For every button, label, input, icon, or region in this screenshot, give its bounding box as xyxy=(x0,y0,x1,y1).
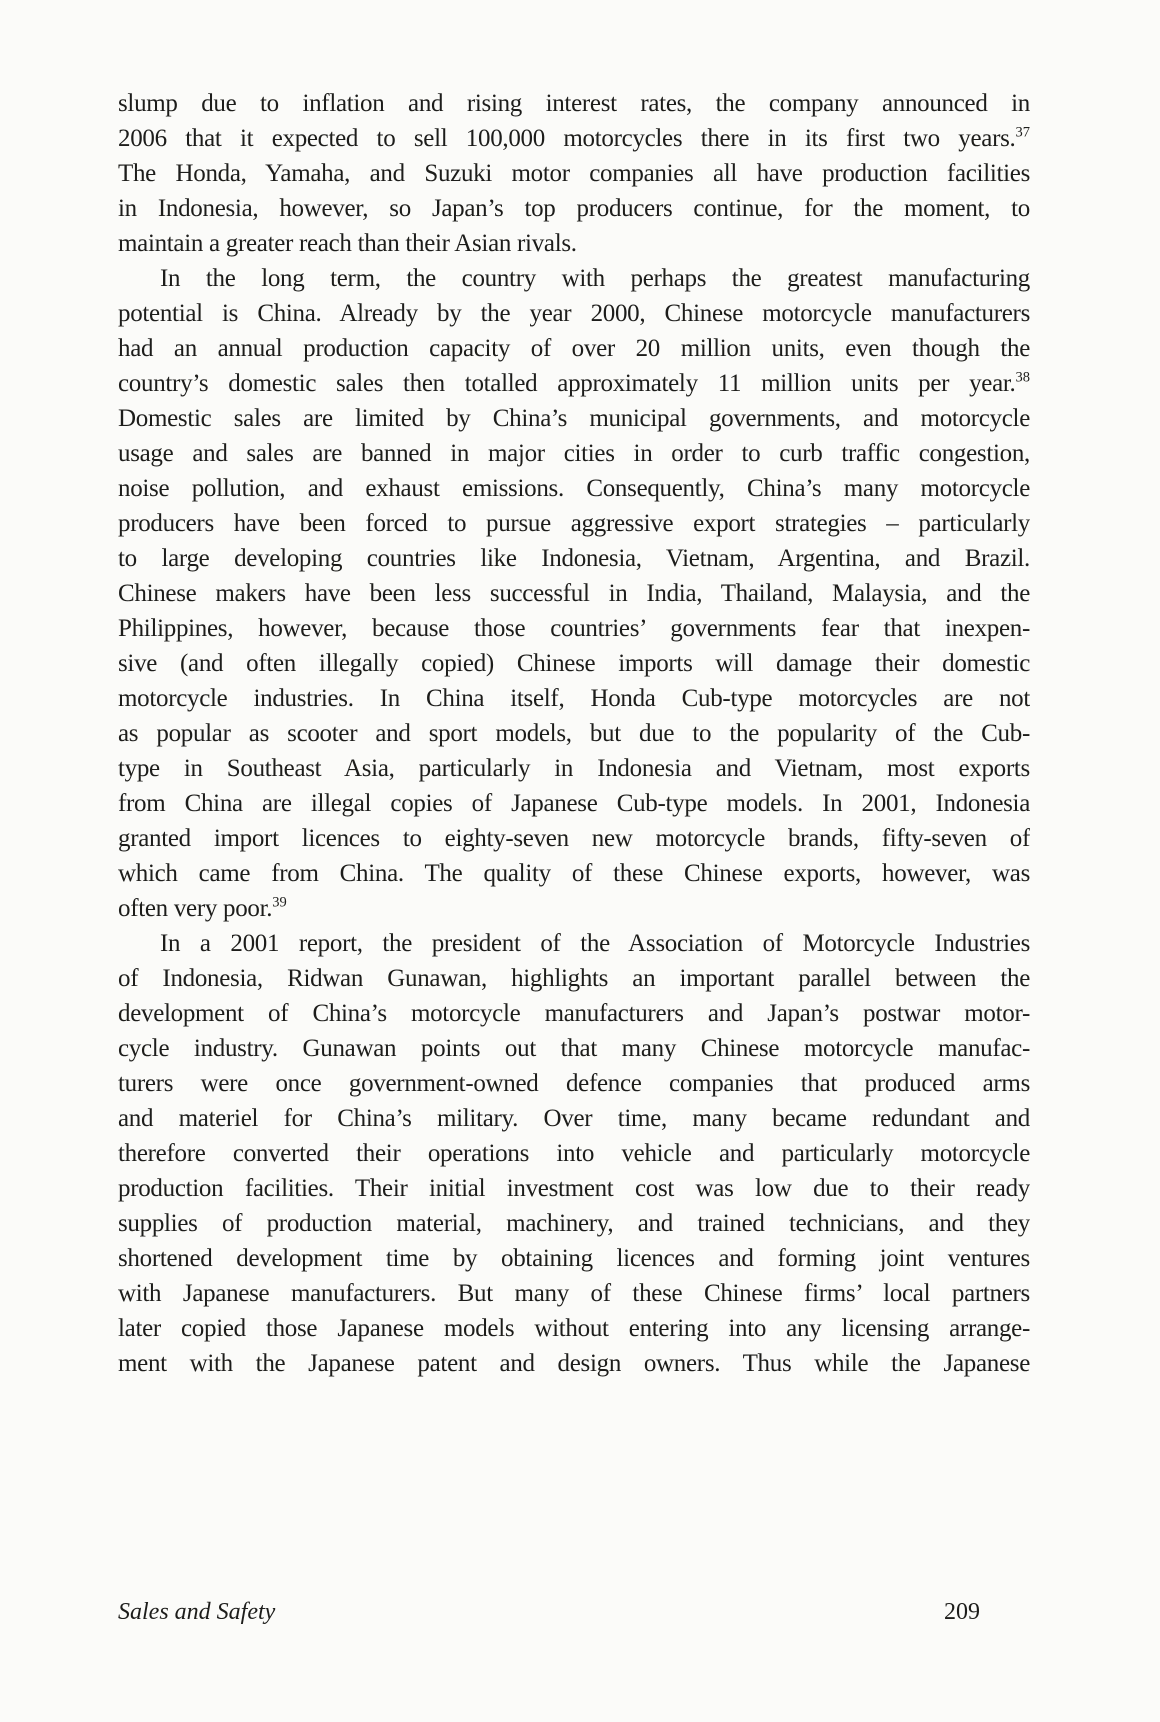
text-line: In a 2001 report, the president of the Association of Motorcycle Industries xyxy=(160,930,1030,957)
text-line: country’s domestic sales then totalled approximately 11 million units per year.$^{38}$ xyxy=(118,369,1030,397)
text-line: type in Southeast Asia, particularly in Indonesia and Vietnam, most exports xyxy=(118,755,1030,782)
text-line: development of China’s motorcycle manufacturers and Japan’s postwar motor- xyxy=(118,1000,1030,1027)
text-line: slump due to inflation and rising interest rates, the company announced in xyxy=(118,90,1030,117)
text-line: maintain a greater reach than their Asian rivals. xyxy=(118,230,577,257)
footnote-ref: 39 xyxy=(272,894,287,911)
text-line: often very poor.$^{39}$ xyxy=(118,894,287,922)
text-line: usage and sales are banned in major cities in order to curb traffic congestion, xyxy=(118,440,1030,467)
text-line: producers have been forced to pursue aggressive export strategies – particularly xyxy=(118,510,1030,537)
page-footer xyxy=(0,1594,1160,1634)
text-line: supplies of production material, machinery, and trained technicians, and they xyxy=(118,1210,1030,1237)
text-line: in Indonesia, however, so Japan’s top producers continue, for the moment, to xyxy=(118,195,1030,222)
text-line: sive (and often illegally copied) Chinese imports will damage their domestic xyxy=(118,650,1030,677)
text-line: shortened development time by obtaining licences and forming joint ventures xyxy=(118,1245,1030,1272)
text-line: with Japanese manufacturers. But many of these Chinese firms’ local partners xyxy=(118,1280,1030,1307)
text-line: Chinese makers have been less successful in India, Thailand, Malaysia, and the xyxy=(118,580,1030,607)
body-text xyxy=(118,86,1030,1381)
text-line: turers were once government-owned defence companies that produced arms xyxy=(118,1070,1030,1097)
text-line: Philippines, however, because those countries’ governments fear that inexpen- xyxy=(118,615,1030,642)
text-line: ment with the Japanese patent and design owners. Thus while the Japanese xyxy=(118,1350,1030,1377)
text-line: therefore converted their operations into vehicle and particularly motorcycle xyxy=(118,1140,1030,1167)
text-line: from China are illegal copies of Japanese Cub-type models. In 2001, Indonesia xyxy=(118,790,1030,817)
text-line: cycle industry. Gunawan points out that many Chinese motorcycle manufac- xyxy=(118,1035,1030,1062)
text-line: to large developing countries like Indonesia, Vietnam, Argentina, and Brazil. xyxy=(118,545,1030,572)
text-line: which came from China. The quality of these Chinese exports, however, was xyxy=(118,860,1030,887)
text-line: motorcycle industries. In China itself, Honda Cub-type motorcycles are not xyxy=(118,685,1030,712)
text-line: noise pollution, and exhaust emissions. Consequently, China’s many motorcycle xyxy=(118,475,1030,502)
text-line: granted import licences to eighty-seven new motorcycle brands, fifty-seven of xyxy=(118,825,1030,852)
text-line: had an annual production capacity of over 20 million units, even though the xyxy=(118,335,1030,362)
text-line: of Indonesia, Ridwan Gunawan, highlights an important parallel between the xyxy=(118,965,1030,992)
text-line: In the long term, the country with perhaps the greatest manufacturing xyxy=(160,265,1030,292)
paragraph xyxy=(118,926,1030,1381)
text-line: later copied those Japanese models without entering into any licensing arrange- xyxy=(118,1315,1030,1342)
text-line: Domestic sales are limited by China’s municipal governments, and motorcycle xyxy=(118,405,1030,432)
footnote-ref: 38 xyxy=(1015,369,1030,386)
text-line: and materiel for China’s military. Over time, many became redundant and xyxy=(118,1105,1030,1132)
text-line: The Honda, Yamaha, and Suzuki motor companies all have production facilities xyxy=(118,160,1030,187)
text-line: as popular as scooter and sport models, but due to the popularity of the Cub- xyxy=(118,720,1030,747)
footnote-ref: 37 xyxy=(1015,124,1030,141)
text-line: 2006 that it expected to sell 100,000 motorcycles there in its first two years.$^{37}$ xyxy=(118,124,1030,152)
paragraph xyxy=(118,261,1030,926)
text-line: potential is China. Already by the year 2000, Chinese motorcycle manufacturers xyxy=(118,300,1030,327)
running-header: Sales and Safety xyxy=(118,1599,276,1625)
page-number: 209 xyxy=(944,1599,980,1625)
paragraph xyxy=(118,86,1030,261)
text-line: production facilities. Their initial investment cost was low due to their ready xyxy=(118,1175,1030,1202)
